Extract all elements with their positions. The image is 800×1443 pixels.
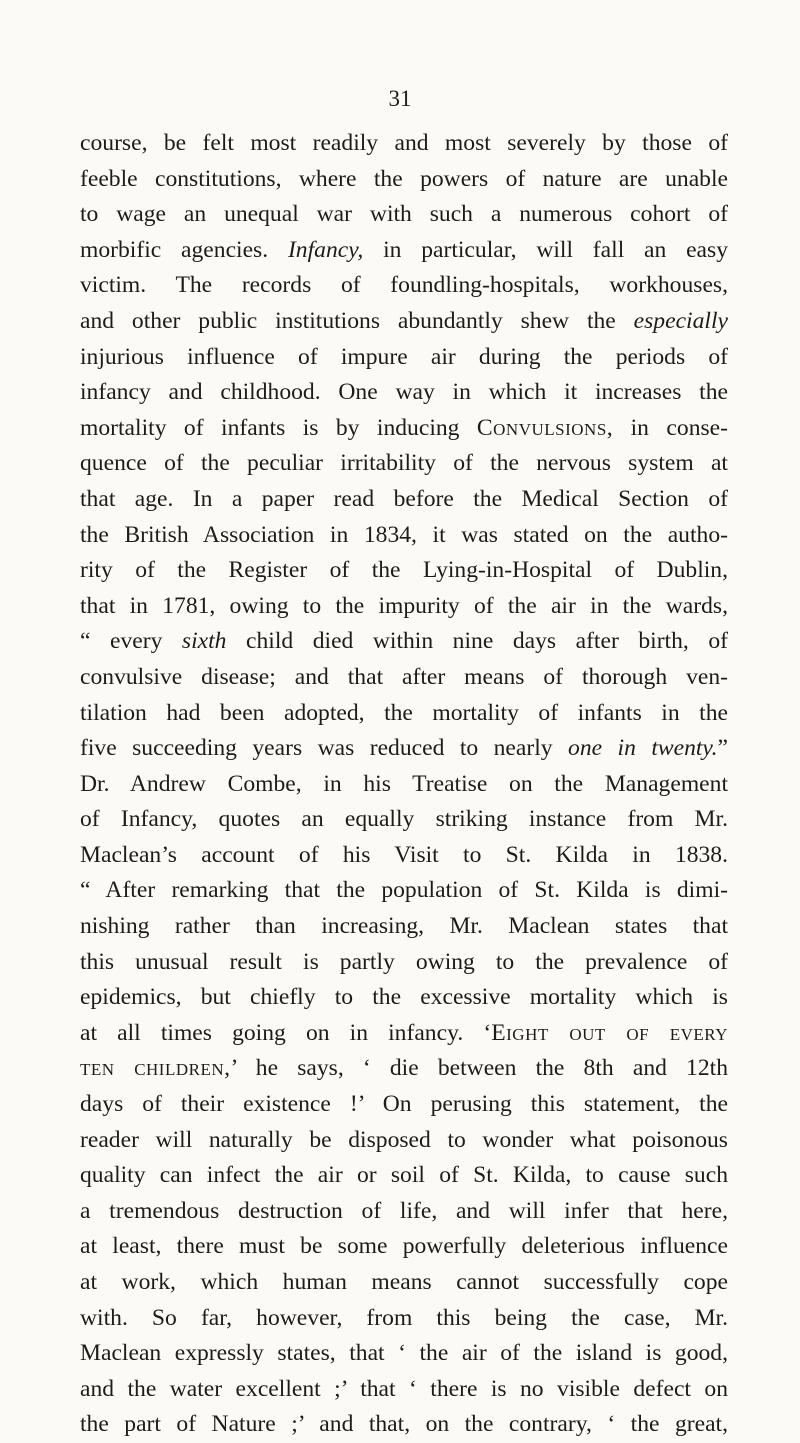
text-line [80,589,728,625]
text-segment: infancy and childhood. One way in which it increases the [80,379,728,406]
text-segment: convulsive disease; and that after means of thorough ven- [80,663,728,690]
text-line [80,518,728,554]
text-line [80,660,728,696]
text-line [80,980,728,1016]
text-line [80,802,728,838]
text-segment: “ After remarking that the population of St. Kilda is dimi- [80,877,728,904]
text-line [80,873,728,909]
text-line [80,731,728,767]
text-segment: course, be felt most readily and most severely by those of [80,130,728,156]
text-segment: the British Association in 1834, it was stated on the autho- [80,521,728,548]
text-segment: and the water excellent ;’ that ‘ there is no visible defect on [80,1375,728,1402]
text-segment: that in 1781, owing to the impurity of the air in the wards, [80,592,728,619]
body-text [80,126,728,1443]
text-line [80,1016,728,1052]
text-line [80,624,728,660]
text-segment: five succeeding years was reduced to nearly [80,735,569,762]
text-segment: rity of the Register of the Lying-in-Hospital of Dublin, [80,557,728,584]
text-segment: at least, there must be some powerfully deleterious influence [80,1233,728,1260]
text-line [80,126,728,162]
text-line [80,1407,728,1443]
text-segment: reader will naturally be disposed to wonder what poisonous [80,1126,728,1153]
text-line [80,233,728,269]
text-line [80,340,728,376]
text-segment: Maclean expressly states, that ‘ the air of the island is good, [80,1340,728,1367]
text-segment: to wage an unequal war with such a numerous cohort of [80,201,728,228]
text-line [80,375,728,411]
text-segment: Dr. Andrew Combe, in his Treatise on the Management [80,770,728,797]
text-segment: ’ he says, ‘ die between the 8th and 12th [230,1055,728,1082]
italic-text: one in twenty. [568,735,718,762]
text-line [80,162,728,198]
text-segment: “ every [80,628,182,655]
text-segment: quality can infect the air or soil of St. Kilda, to cause such [80,1162,728,1189]
text-segment: nishing rather than increasing, Mr. Maclean states that [80,913,728,940]
text-line [80,553,728,589]
text-segment: at all times going on in infancy. ‘ [80,1019,492,1046]
text-line [80,767,728,803]
italic-text: Infancy, [287,236,364,263]
text-line [80,1194,728,1230]
text-line [80,1265,728,1301]
text-line [80,909,728,945]
text-line [80,1336,728,1372]
small-caps-text: Eight out of every [491,1019,728,1046]
text-segment: and other public institutions abundantly shew the [80,307,634,334]
text-line [80,1301,728,1337]
text-line [80,696,728,732]
text-segment: of Infancy, quotes an equally striking instance from Mr. [80,806,728,833]
text-line [80,945,728,981]
text-line [80,1229,728,1265]
text-line [80,304,728,340]
text-segment: in conse- [613,414,728,441]
text-line [80,268,728,304]
text-segment: injurious influence of impure air during the periods of [80,343,728,370]
text-line [80,838,728,874]
text-line [80,411,728,447]
text-segment: epidemics, but chiefly to the excessive mortality which is [80,984,728,1011]
text-segment: Maclean’s account of his Visit to St. Kilda in 1838. [80,841,728,868]
italic-text: sixth [181,628,227,655]
text-line [80,1158,728,1194]
text-segment: that age. In a paper read before the Medical Section of [80,485,728,512]
text-segment: with. So far, however, from this being the case, Mr. [80,1304,728,1331]
text-segment: at work, which human means cannot successfully cope [80,1269,728,1295]
italic-text: especially [633,307,728,334]
text-segment: ” [717,735,728,762]
text-segment: a tremendous destruction of life, and will infer that here, [80,1197,728,1224]
text-segment: tilation had been adopted, the mortality of infants in the [80,699,728,726]
text-segment: feeble constitutions, where the powers of nature are unable [80,165,728,192]
text-line [80,1051,728,1087]
text-segment: child died within nine days after birth, of [226,628,728,655]
text-segment: mortality of infants is by inducing [80,414,477,441]
text-line [80,446,728,482]
text-line [80,1123,728,1159]
small-caps-text: ten children, [80,1055,231,1082]
text-line [80,482,728,518]
page-number: 31 [388,86,412,111]
text-segment: morbific agencies. [80,236,288,263]
text-segment: in particular, will fall an easy [363,236,729,263]
text-line [80,1372,728,1408]
text-segment: this unusual result is partly owing to the prevalence of [80,948,728,975]
text-segment: days of their existence !’ On perusing this statement, the [80,1091,728,1118]
text-line [80,1087,728,1123]
text-segment: quence of the peculiar irritability of the nervous system at [80,450,728,477]
text-segment: the part of Nature ;’ and that, on the contrary, ‘ the great, [80,1411,728,1438]
text-segment: victim. The records of foundling-hospitals, workhouses, [80,272,728,299]
text-line [80,197,728,233]
small-caps-text: Convulsions, [476,414,614,441]
